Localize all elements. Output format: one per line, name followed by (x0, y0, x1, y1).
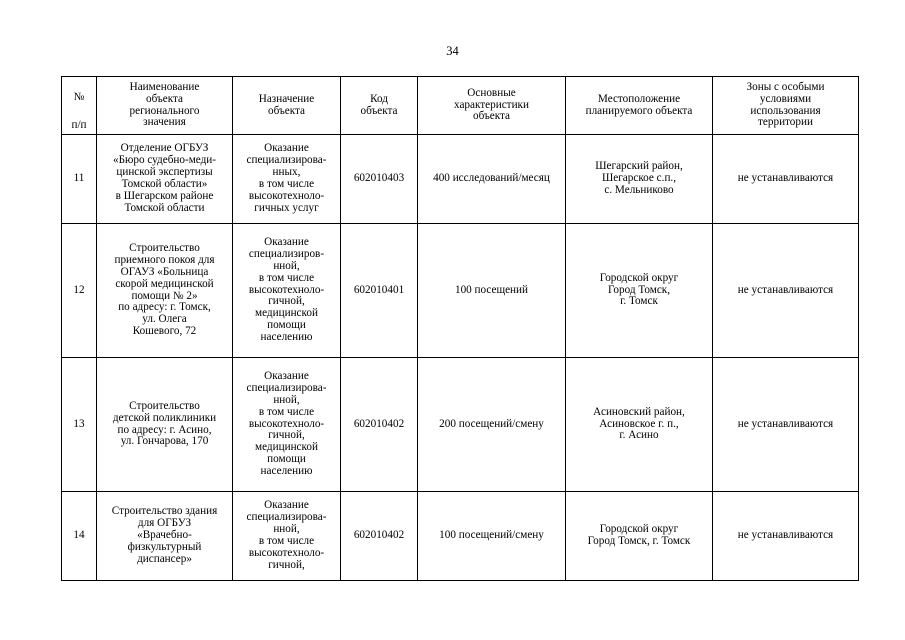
header-number (62, 77, 97, 135)
cell-object-name: Строительство детской поликлиники по адресу: г. Асино, ул. Гончарова, 170 (97, 358, 233, 492)
cell-zones: не устанавливаются (713, 358, 859, 492)
cell-object-name: Отделение ОГБУЗ «Бюро судебно-меди- цинской экспертизы Томской области» в Шегарском районе Томской области (97, 135, 233, 224)
cell-purpose: Оказание специализирова- нных, в том числе высокотехноло- гичных услуг (233, 135, 341, 224)
cell-number: 11 (62, 135, 97, 224)
table-row (62, 224, 859, 358)
cell-characteristics: 200 посещений/смену (418, 358, 566, 492)
cell-object-name: Строительство приемного покоя для ОГАУЗ «Больница скорой медицинской помощи № 2» по адресу: г. Томск, ул. Олега Кошевого, 72 (97, 224, 233, 358)
header-object-name: Наименование объекта регионального значения (97, 77, 233, 135)
cell-characteristics: 100 посещений/смену (418, 492, 566, 581)
header-zones: Зоны с особыми условиями использования территории (713, 77, 859, 135)
header-number-pp: п/п (71, 118, 87, 131)
cell-zones: не устанавливаются (713, 135, 859, 224)
cell-code: 602010402 (341, 492, 418, 581)
header-location: Местоположение планируемого объекта (566, 77, 713, 135)
header-characteristics: Основные характеристики объекта (418, 77, 566, 135)
cell-zones: не устанавливаются (713, 224, 859, 358)
cell-location: Асиновский район, Асиновское г. п., г. Асино (566, 358, 713, 492)
cell-purpose: Оказание специализиров- нной, в том числе высокотехноло- гичной, медицинской помощи населению (233, 224, 341, 358)
objects-table (61, 76, 859, 581)
cell-number: 14 (62, 492, 97, 581)
page-number: 34 (446, 44, 459, 58)
cell-number: 13 (62, 358, 97, 492)
cell-code: 602010401 (341, 224, 418, 358)
cell-zones: не устанавливаются (713, 492, 859, 581)
cell-code: 602010403 (341, 135, 418, 224)
cell-purpose: Оказание специализирова- нной, в том числе высокотехноло- гичной, (233, 492, 341, 581)
header-purpose: Назначение объекта (233, 77, 341, 135)
table-row (62, 358, 859, 492)
table-header-row (62, 77, 859, 135)
header-code: Код объекта (341, 77, 418, 135)
cell-number: 12 (62, 224, 97, 358)
table-row (62, 135, 859, 224)
cell-object-name: Строительство здания для ОГБУЗ «Врачебно- физкультурный диспансер» (97, 492, 233, 581)
cell-location: Городской округ Город Томск, г. Томск (566, 224, 713, 358)
cell-purpose: Оказание специализирова- нной, в том числе высокотехноло- гичной, медицинской помощи населению (233, 358, 341, 492)
cell-code: 602010402 (341, 358, 418, 492)
cell-characteristics: 400 исследований/месяц (418, 135, 566, 224)
header-number-symbol: № (73, 90, 85, 103)
cell-characteristics: 100 посещений (418, 224, 566, 358)
table-row (62, 492, 859, 581)
cell-location: Шегарский район, Шегарское с.п., с. Мельниково (566, 135, 713, 224)
cell-location: Городской округ Город Томск, г. Томск (566, 492, 713, 581)
